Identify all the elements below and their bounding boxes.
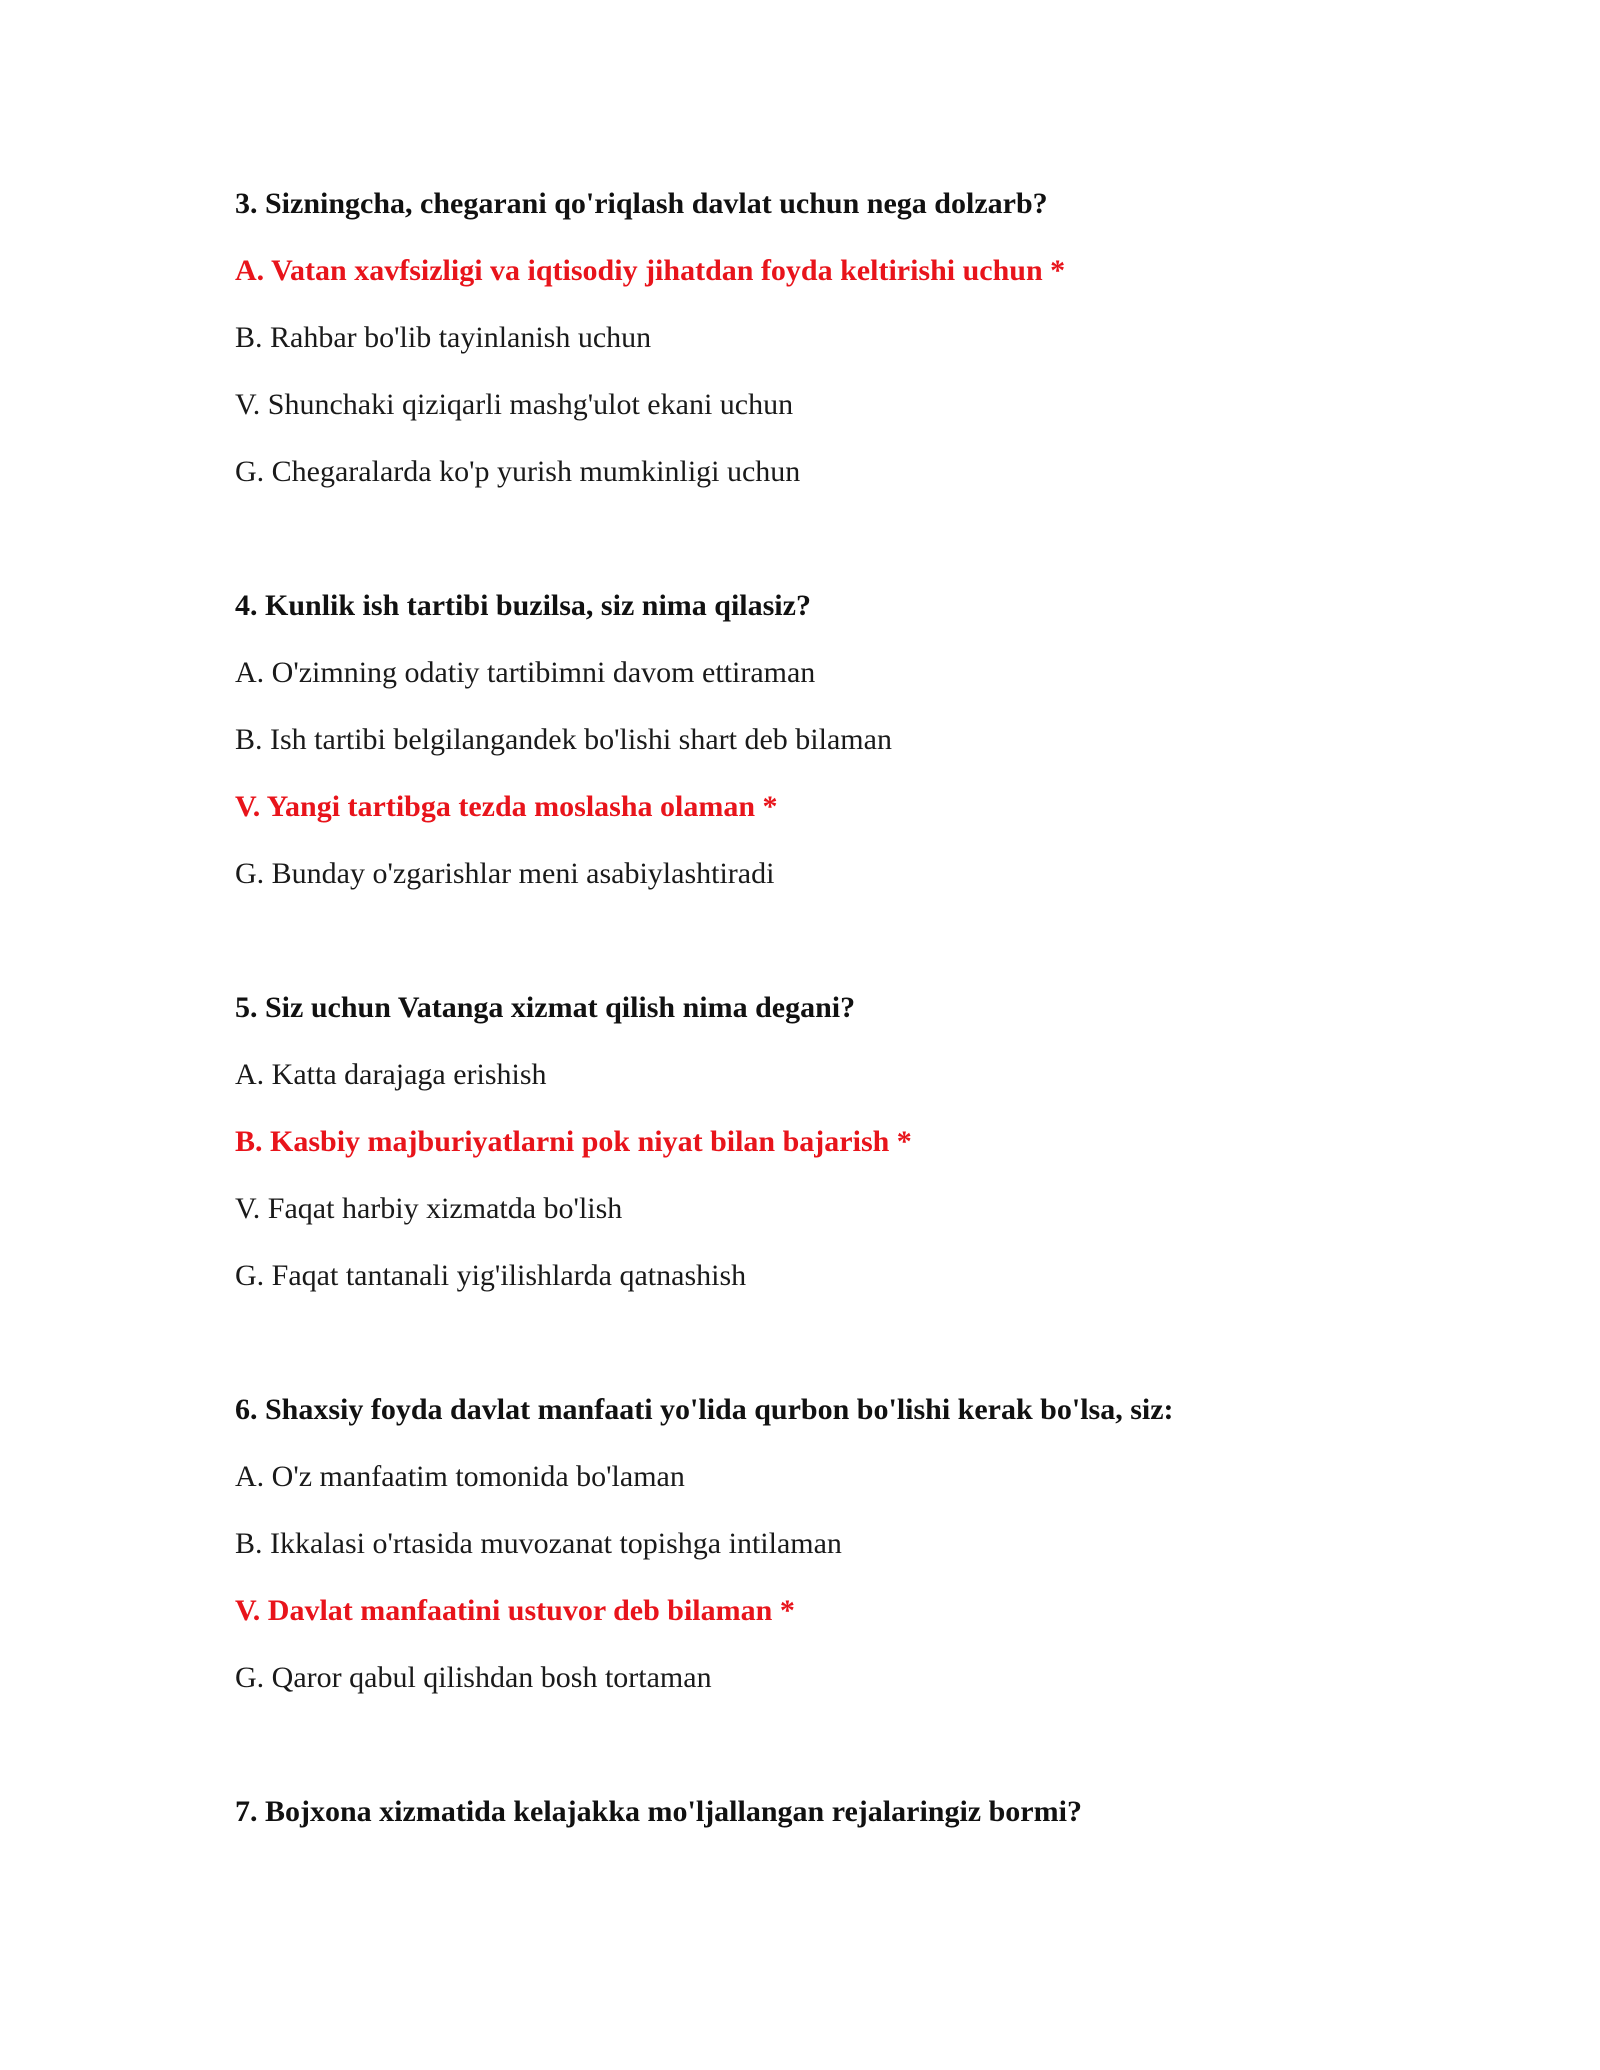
question-6-option-v-correct: V. Davlat manfaatini ustuvor deb bilaman *	[235, 1594, 795, 1627]
question-5-option-g: G. Faqat tantanali yig'ilishlarda qatnashish	[235, 1259, 747, 1292]
question-6-option-b: B. Ikkalasi o'rtasida muvozanat topishga intilaman	[235, 1527, 842, 1560]
question-6-title: 6. Shaxsiy foyda davlat manfaati yo'lida qurbon bo'lishi kerak bo'lsa, siz:	[235, 1393, 1174, 1426]
question-5-title: 5. Siz uchun Vatanga xizmat qilish nima degani?	[235, 991, 856, 1024]
question-4-title: 4. Kunlik ish tartibi buzilsa, siz nima qilasiz?	[235, 589, 811, 622]
question-7-title: 7. Bojxona xizmatida kelajakka mo'ljallangan rejalaringiz bormi?	[235, 1795, 1082, 1828]
question-4-option-a: A. O'zimning odatiy tartibimni davom ettiraman	[235, 656, 816, 689]
question-3-option-b: B. Rahbar bo'lib tayinlanish uchun	[235, 321, 652, 354]
question-3-option-g: G. Chegaralarda ko'p yurish mumkinligi uchun	[235, 455, 801, 488]
question-5-option-v: V. Faqat harbiy xizmatda bo'lish	[235, 1192, 623, 1225]
question-5-option-a: A. Katta darajaga erishish	[235, 1058, 547, 1091]
question-4-option-b: B. Ish tartibi belgilangandek bo'lishi shart deb bilaman	[235, 723, 892, 756]
question-6-option-g: G. Qaror qabul qilishdan bosh tortaman	[235, 1661, 712, 1694]
question-4-option-v-correct: V. Yangi tartibga tezda moslasha olaman *	[235, 790, 778, 823]
question-5-option-b-correct: B. Kasbiy majburiyatlarni pok niyat bilan bajarish *	[235, 1125, 912, 1158]
question-3-option-a-correct: A. Vatan xavfsizligi va iqtisodiy jihatdan foyda keltirishi uchun *	[235, 254, 1066, 287]
question-3-title: 3. Sizningcha, chegarani qo'riqlash davlat uchun nega dolzarb?	[235, 187, 1048, 220]
question-4-option-g: G. Bunday o'zgarishlar meni asabiylashtiradi	[235, 857, 775, 890]
question-3-option-v: V. Shunchaki qiziqarli mashg'ulot ekani uchun	[235, 388, 794, 421]
question-6-option-a: A. O'z manfaatim tomonida bo'laman	[235, 1460, 685, 1493]
